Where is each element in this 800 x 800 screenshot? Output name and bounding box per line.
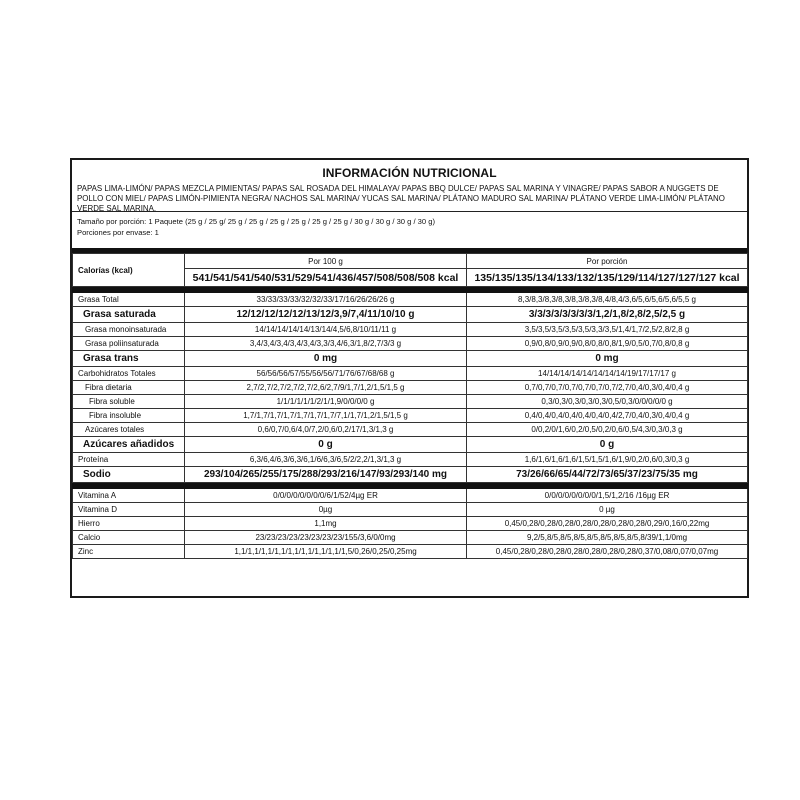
row-label: Fibra soluble (73, 395, 185, 409)
row-per100: 23/23/23/23/23/23/23/23/155/3,6/0/0mg (185, 531, 467, 545)
row-per-serving: 3/3/3/3/3/3/3/3/1,2/1,8/2,8/2,5/2,5 g (467, 307, 748, 323)
table-row (73, 517, 748, 531)
table-row (73, 337, 748, 351)
row-per-serving: 3,5/3,5/3,5/3,5/3,5/3,3/3,5/1,4/1,7/2,5/2,8/2,8 g (467, 323, 748, 337)
row-per100: 0 g (185, 437, 467, 453)
row-per-serving: 1,6/1,6/1,6/1,6/1,5/1,5/1,6/1,9/0,2/0,6/0,3/0,3 g (467, 453, 748, 467)
row-per-serving: 0,7/0,7/0,7/0,7/0,7/0,7/0,7/2,7/0,4/0,3/0,4/0,4 g (467, 381, 748, 395)
row-per-serving: 0/0/0/0/0/0/0/0/1,5/1,2/16 /16µg ER (467, 489, 748, 503)
row-label: Grasa monoinsaturada (73, 323, 185, 337)
row-per100: 3,4/3,4/3,4/3,4/3,4/3,3/3,4/6,3/1,8/2,7/3/3 g (185, 337, 467, 351)
row-label: Grasa Total (73, 293, 185, 307)
row-per100: 6,3/6,4/6,3/6,3/6,1/6/6,3/6,5/2/2,2/1,3/1,3 g (185, 453, 467, 467)
column-per100-header: Por 100 g (185, 254, 467, 269)
servings-per-container: Porciones por envase: 1 (77, 228, 159, 237)
row-label: Calcio (73, 531, 185, 545)
row-per100: 293/104/265/255/175/288/293/216/147/93/293/140 mg (185, 467, 467, 483)
table-row (73, 489, 748, 503)
table-row (73, 545, 748, 559)
row-per-serving: 73/26/66/65/44/72/73/65/37/23/75/35 mg (467, 467, 748, 483)
row-per100: 14/14/14/14/14/13/14/4,5/6,8/10/11/11 g (185, 323, 467, 337)
row-per-serving: 8,3/8,3/8,3/8,3/8,3/8,3/8,4/8,4/3,6/5,6/5,6/5,6/5,5 g (467, 293, 748, 307)
table-row (73, 467, 748, 483)
nutrition-table (72, 253, 748, 559)
row-label: Azúcares añadidos (73, 437, 185, 453)
calories-per-serving: 135/135/135/134/133/132/135/129/114/127/127/127 kcal (467, 269, 748, 287)
row-per-serving: 9,2/5,8/5,8/5,8/5,8/5,8/5,8/5,8/5,8/39/1,1/0mg (467, 531, 748, 545)
calories-label: Calorías (kcal) (73, 254, 185, 287)
row-per100: 0µg (185, 503, 467, 517)
row-label: Grasa poliinsaturada (73, 337, 185, 351)
table-row (73, 395, 748, 409)
row-per100: 0 mg (185, 351, 467, 367)
row-per100: 1,7/1,7/1,7/1,7/1,7/1,7/1,7/7,1/1,7/1,2/1,5/1,5 g (185, 409, 467, 423)
column-per-serving-header: Por porción (467, 254, 748, 269)
row-label: Fibra insoluble (73, 409, 185, 423)
row-per100: 33/33/33/33/32/32/33/17/16/26/26/26 g (185, 293, 467, 307)
row-per-serving: 0,3/0,3/0,3/0,3/0,3/0,5/0,3/0/0/0/0/0 g (467, 395, 748, 409)
row-per-serving: 0 g (467, 437, 748, 453)
serving-size: Tamaño por porción: 1 Paquete (25 g / 25 g/ 25 g / 25 g / 25 g / 25 g / 25 g / 25 g / 30 g / 30 g / 30 g / 30 g) (77, 217, 435, 226)
row-per100: 1/1/1/1/1/1/2/1/1,9/0/0/0/0 g (185, 395, 467, 409)
row-per100: 1,1/1,1/1,1/1,1/1,1/1,1/1,1/1,1/1,5/0,26/0,25/0,25mg (185, 545, 467, 559)
table-row (73, 503, 748, 517)
row-label: Sodio (73, 467, 185, 483)
table-row (73, 293, 748, 307)
row-per-serving: 0 mg (467, 351, 748, 367)
row-per100: 56/56/56/57/55/56/56/71/76/67/68/68 g (185, 367, 467, 381)
divider (72, 211, 747, 212)
row-label: Grasa saturada (73, 307, 185, 323)
row-per100: 0/0/0/0/0/0/0/0/6/1/52/4µg ER (185, 489, 467, 503)
row-label: Hierro (73, 517, 185, 531)
row-label: Grasa trans (73, 351, 185, 367)
row-per-serving: 0,4/0,4/0,4/0,4/0,4/0,4/0,4/2,7/0,4/0,3/0,4/0,4 g (467, 409, 748, 423)
row-per-serving: 0/0,2/0/1,6/0,2/0,5/0,2/0,6/0,5/4,3/0,3/0,3 g (467, 423, 748, 437)
row-per100: 0,6/0,7/0,6/4,0/7,2/0,6/0,2/17/1,3/1,3 g (185, 423, 467, 437)
table-row (73, 351, 748, 367)
table-row (73, 453, 748, 467)
row-per-serving: 0,9/0,8/0,9/0,9/0,8/0,8/0,8/1,9/0,5/0,7/0,8/0,8 g (467, 337, 748, 351)
row-per-serving: 14/14/14/14/14/14/14/14/19/17/17/17 g (467, 367, 748, 381)
row-label: Vitamina D (73, 503, 185, 517)
row-label: Zinc (73, 545, 185, 559)
table-row (73, 409, 748, 423)
table-row (73, 367, 748, 381)
table-row (73, 531, 748, 545)
table-row (73, 423, 748, 437)
row-per100: 1,1mg (185, 517, 467, 531)
table-row (73, 437, 748, 453)
row-label: Vitamina A (73, 489, 185, 503)
row-label: Fibra dietaria (73, 381, 185, 395)
nutrition-label (70, 158, 749, 598)
table-row (73, 307, 748, 323)
row-per100: 12/12/12/12/12/13/12/3,9/7,4/11/10/10 g (185, 307, 467, 323)
row-per-serving: 0,45/0,28/0,28/0,28/0,28/0,28/0,28/0,28/0,37/0,08/0,07/0,07mg (467, 545, 748, 559)
column-header-row (73, 254, 748, 269)
row-per100: 2,7/2,7/2,7/2,7/2,7/2,6/2,7/9/1,7/1,2/1,5/1,5 g (185, 381, 467, 395)
row-per-serving: 0,45/0,28/0,28/0,28/0,28/0,28/0,28/0,28/0,29/0,16/0,22mg (467, 517, 748, 531)
label-title: INFORMACIÓN NUTRICIONAL (322, 166, 497, 180)
calories-per100: 541/541/541/540/531/529/541/436/457/508/508/508 kcal (185, 269, 467, 287)
row-label: Carbohidratos Totales (73, 367, 185, 381)
row-label: Azúcares totales (73, 423, 185, 437)
row-per-serving: 0 µg (467, 503, 748, 517)
row-label: Proteína (73, 453, 185, 467)
serving-info (77, 216, 435, 238)
table-row (73, 381, 748, 395)
flavor-list: PAPAS LIMA-LIMÓN/ PAPAS MEZCLA PIMIENTAS/ PAPAS SAL ROSADA DEL HIMALAYA/ PAPAS BBQ DULCE/ PAPAS SAL MARINA Y VINAGRE/ PAPAS SABOR A NUGGETS DE POLLO CON MIEL/ PAPAS LIMÓN-PIMIENTA NEGRA/ NACHOS SAL MARINA/ YUCAS SAL MARINA/ PLÁTANO MADURO SAL MARINA/ PLÁTANO VERDE LIMA-LIMÓN/ PLÁTANO VERDE SAL MARINA. (77, 184, 725, 213)
table-row (73, 323, 748, 337)
